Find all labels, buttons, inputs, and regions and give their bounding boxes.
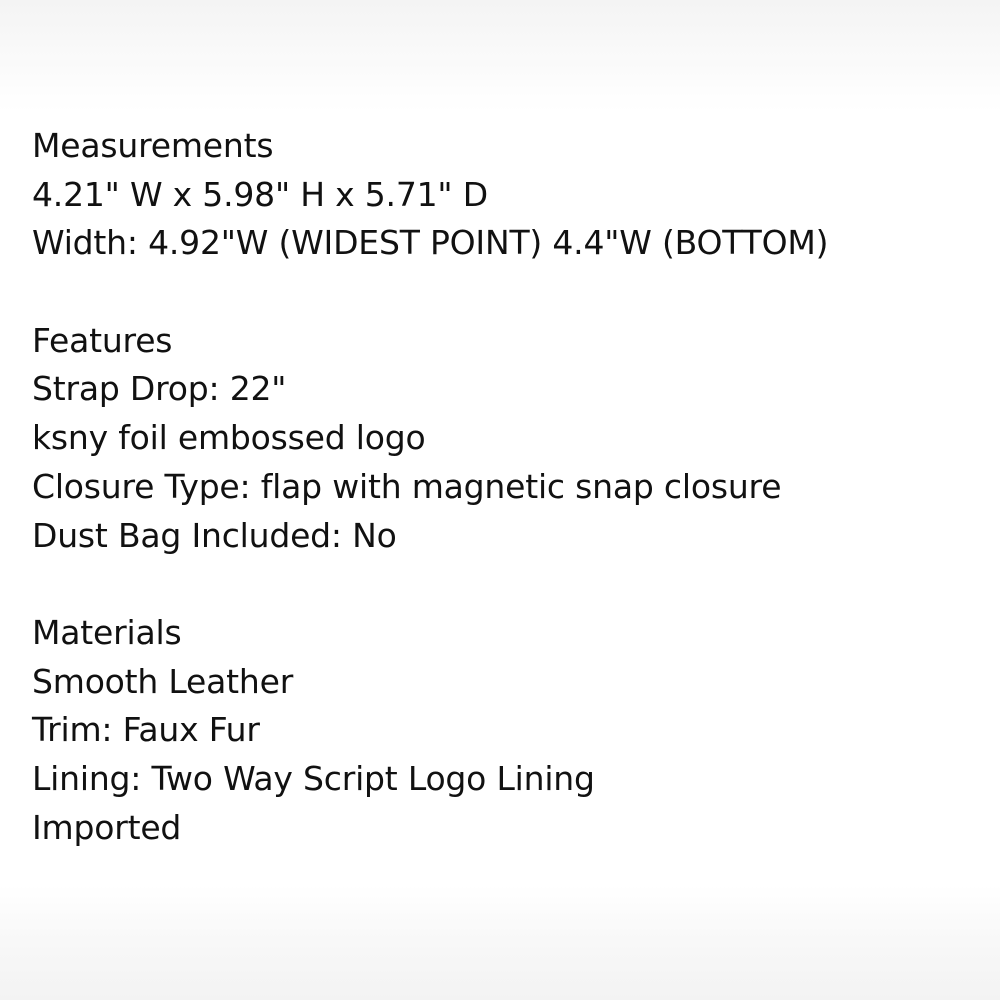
width-line: Width: 4.92"W (WIDEST POINT) 4.4"W (BOTTOM) [32,223,829,263]
dimensions-line: 4.21" W x 5.98" H x 5.71" D [32,174,488,214]
material-line: Smooth Leather [32,661,294,701]
section-spacer [32,268,972,317]
strap-drop-line: Strap Drop: 22" [32,369,287,409]
product-details [32,122,972,852]
materials-heading: Materials [32,612,182,652]
materials-section [32,609,972,852]
lining-line: Lining: Two Way Script Logo Lining [32,758,595,798]
imported-line: Imported [32,807,182,847]
dust-bag-line: Dust Bag Included: No [32,515,397,555]
features-heading: Features [32,320,173,360]
section-spacer [32,560,972,609]
features-section [32,317,972,560]
trim-line: Trim: Faux Fur [32,710,260,750]
closure-type-line: Closure Type: flap with magnetic snap closure [32,466,782,506]
logo-line: ksny foil embossed logo [32,418,426,458]
measurements-heading: Measurements [32,126,274,165]
measurements-section [32,122,972,268]
